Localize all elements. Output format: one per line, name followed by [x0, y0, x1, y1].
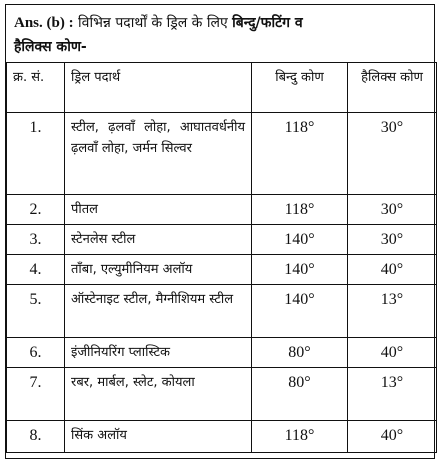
row-material: रबर, मार्बल, स्लेट, कोयला	[65, 368, 252, 421]
row-material: ऑस्टेनाइट स्टील, मैग्नीशियम स्टील	[65, 285, 252, 338]
table-row	[7, 338, 437, 368]
row-point-angle: 118°	[252, 113, 348, 195]
row-material: स्टील, ढ़लवाँ लोहा, आघातवर्धनीय ढ़लवाँ लोहा, जर्मन सिल्वर	[65, 113, 252, 195]
table-row	[7, 225, 437, 255]
row-point-angle: 118°	[252, 195, 348, 225]
row-helix-angle: 40°	[348, 338, 437, 368]
answer-intro-text: विभिन्न पदार्थों के ड्रिल के लिए	[73, 15, 233, 31]
column-header-helix-angle: हैलिक्स कोण	[348, 63, 437, 113]
row-material: सिंक अलॉय	[65, 421, 252, 453]
table-header-row	[7, 63, 437, 113]
column-header-material: ड्रिल पदार्थ	[65, 63, 252, 113]
row-point-angle: 118°	[252, 421, 348, 453]
row-point-angle: 140°	[252, 225, 348, 255]
answer-header	[6, 5, 436, 63]
row-material: स्टेनलेस स्टील	[65, 225, 252, 255]
row-serial: 3.	[7, 225, 65, 255]
answer-topic-text-1: बिन्दु/फटिंग व	[232, 15, 303, 31]
row-helix-angle: 40°	[348, 421, 437, 453]
row-serial: 2.	[7, 195, 65, 225]
row-helix-angle: 13°	[348, 368, 437, 421]
row-serial: 1.	[7, 113, 65, 195]
row-point-angle: 140°	[252, 285, 348, 338]
column-header-serial: क्र. सं.	[7, 63, 65, 113]
row-material: इंजीनियरिंग प्लास्टिक	[65, 338, 252, 368]
row-serial: 4.	[7, 255, 65, 285]
table-row	[7, 421, 437, 453]
answer-label: Ans. (b) :	[14, 15, 74, 31]
row-helix-angle: 30°	[348, 195, 437, 225]
row-material: पीतल	[65, 195, 252, 225]
answer-box	[5, 4, 435, 459]
column-header-point-angle: बिन्दु कोण	[252, 63, 348, 113]
row-helix-angle: 30°	[348, 113, 437, 195]
table-row	[7, 285, 437, 338]
row-serial: 6.	[7, 338, 65, 368]
row-point-angle: 80°	[252, 338, 348, 368]
answer-topic-text-2: हैलिक्स कोण-	[14, 39, 87, 55]
row-point-angle: 80°	[252, 368, 348, 421]
row-serial: 7.	[7, 368, 65, 421]
drill-angle-table	[6, 62, 437, 453]
table-row	[7, 368, 437, 421]
row-serial: 5.	[7, 285, 65, 338]
row-helix-angle: 40°	[348, 255, 437, 285]
table-row	[7, 255, 437, 285]
row-helix-angle: 30°	[348, 225, 437, 255]
row-material: ताँबा, एल्युमीनियम अलॉय	[65, 255, 252, 285]
row-helix-angle: 13°	[348, 285, 437, 338]
table-row	[7, 113, 437, 195]
row-point-angle: 140°	[252, 255, 348, 285]
row-serial: 8.	[7, 421, 65, 453]
table-row	[7, 195, 437, 225]
